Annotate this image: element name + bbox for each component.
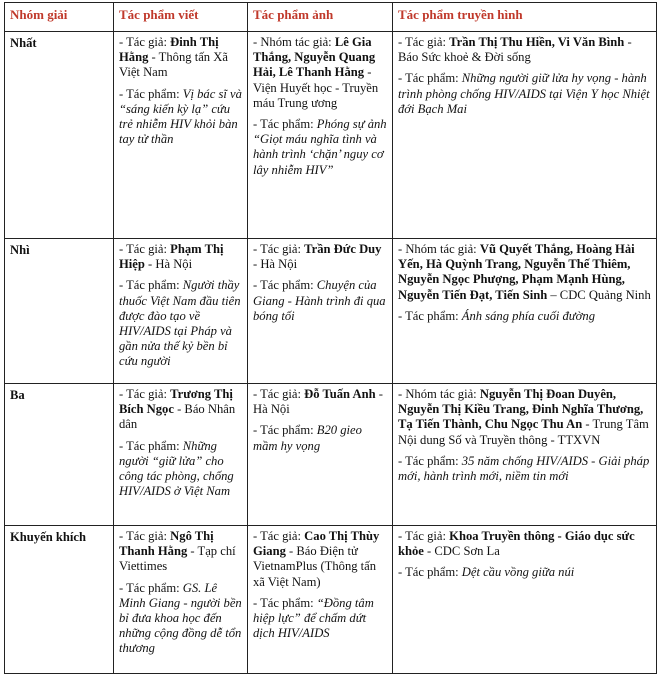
work-title: Phóng sự ảnh “Giọt máu nghĩa tình và hành trình ‘chặn’ nguy cơ lây nhiễm HIV”	[253, 117, 387, 177]
header-tv: Tác phẩm truyền hình	[393, 3, 657, 32]
author-name: Nguyễn Thị Đoan Duyên, Nguyễn Thị Kiều Trang, Đinh Nghĩa Thương, Tạ Tiến Thành, Chu Ngọc Thu An	[398, 387, 644, 432]
author-name: Trần Đức Duy	[304, 242, 382, 256]
author-affiliation: - Hà Nội	[253, 387, 383, 417]
cell-written	[114, 32, 248, 239]
author-entry	[119, 387, 242, 433]
header-written: Tác phẩm viết	[114, 3, 248, 32]
author-affiliation: - Hà Nội	[144, 257, 193, 272]
author-affiliation: - CDC Sơn La	[423, 544, 500, 559]
table-row	[5, 526, 657, 674]
entry-prefix: - Tác phẩm:	[253, 595, 317, 610]
cell-tv	[393, 239, 657, 384]
entry-prefix: - Tác phẩm:	[398, 565, 462, 580]
author-name: Phạm Thị Hiệp	[119, 242, 224, 272]
awards-table	[4, 2, 657, 674]
award-group: Nhất	[5, 32, 114, 239]
work-title: GS. Lê Minh Giang - người bền bỉ đưa khoa học đến những cộng đồng dễ tổn thương	[119, 580, 242, 656]
work-title: Những người giữ lửa hy vọng - hành trình phòng chống HIV/AIDS tại Viện Y học Nhiệt đới Bạch Mai	[398, 71, 650, 116]
work-title: Những người “giữ lửa” cho công tác phòng, chống HIV/AIDS ở Việt Nam	[119, 438, 234, 499]
entry-prefix: - Tác phẩm:	[119, 438, 183, 453]
award-group: Ba	[5, 384, 114, 526]
work-title: “Đồng tâm hiệp lực” để chấm dứt dịch HIV/AIDS	[253, 595, 374, 641]
entry-prefix: - Tác phẩm:	[253, 117, 317, 132]
author-affiliation: - Tạp chí Viettimes	[119, 544, 236, 574]
work-title: B20 gieo mầm hy vọng	[253, 423, 362, 453]
author-affiliation: - Báo Nhân dân	[119, 402, 236, 432]
entry-prefix: - Tác giả:	[253, 387, 305, 401]
work-entry	[253, 278, 387, 324]
cell-tv	[393, 32, 657, 239]
work-title: Vị bác sĩ và “sáng kiến kỳ lạ” cứu trẻ nhiễm HIV khỏi bàn tay tử thần	[119, 86, 242, 147]
cell-photo	[248, 32, 393, 239]
author-affiliation: - Viện Huyết học - Truyền máu Trung ương	[253, 65, 379, 110]
author-entry	[398, 35, 651, 65]
entry-prefix: - Tác phẩm:	[398, 71, 462, 86]
cell-photo	[248, 239, 393, 384]
author-name: Ngô Thị Thanh Hằng	[119, 529, 214, 559]
entry-prefix: - Tác phẩm:	[398, 453, 462, 468]
author-name: Đỗ Tuấn Anh	[304, 387, 376, 401]
author-name: Đinh Thị Hằng	[119, 35, 219, 65]
cell-tv	[393, 384, 657, 526]
header-group: Nhóm giải	[5, 3, 114, 32]
author-name: Cao Thị Thùy Giang	[253, 529, 380, 559]
entry-prefix: - Tác giả:	[253, 529, 305, 543]
cell-photo	[248, 384, 393, 526]
author-affiliation: - Hà Nội	[253, 257, 298, 272]
work-entry	[253, 117, 387, 178]
entry-prefix: - Tác giả:	[119, 35, 171, 49]
entry-prefix: - Tác giả:	[253, 242, 305, 256]
author-entry	[253, 387, 387, 417]
work-title: Chuyện của Giang - Hành trình đi qua bóng tối	[253, 278, 386, 323]
table-row	[5, 32, 657, 239]
entry-prefix: - Tác giả:	[119, 529, 171, 543]
work-entry	[119, 439, 242, 500]
entry-prefix: - Tác phẩm:	[253, 278, 317, 293]
table-row	[5, 384, 657, 526]
work-entry	[119, 581, 242, 657]
work-entry	[253, 596, 387, 642]
entry-prefix: - Tác giả:	[398, 35, 450, 49]
cell-written	[114, 384, 248, 526]
cell-photo	[248, 526, 393, 674]
entry-prefix: - Tác giả:	[398, 529, 450, 543]
work-title: Ánh sáng phía cuối đường	[461, 308, 595, 323]
author-entry	[398, 242, 651, 303]
author-entry	[398, 387, 651, 448]
author-entry	[253, 242, 387, 272]
author-name: Vũ Quyết Thắng, Hoàng Hải Yến, Hà Quỳnh Trang, Nguyễn Thế Thiêm, Nguyễn Ngọc Phượng, Phạm Mạnh Hùng, Nguyễn Tiến Đạt, Tiến Sinh	[398, 242, 635, 302]
entry-prefix: - Tác phẩm:	[398, 308, 462, 323]
work-entry	[119, 278, 242, 369]
work-entry	[398, 309, 651, 324]
author-name: Trương Thị Bích Ngọc	[119, 387, 233, 417]
entry-prefix: - Tác giả:	[119, 387, 171, 401]
author-affiliation: - Báo Sức khoẻ & Đời sống	[398, 35, 632, 65]
work-title: Dệt cầu vồng giữa núi	[461, 565, 575, 580]
cell-written	[114, 239, 248, 384]
entry-prefix: - Tác phẩm:	[119, 86, 183, 101]
author-name: Lê Gia Thắng, Nguyễn Quang Hải, Lê Thanh Hằng	[253, 35, 376, 80]
author-affiliation: - Trung Tâm Nội dung Số và Truyền thông - TTXVN	[398, 417, 649, 447]
author-entry	[253, 529, 387, 590]
author-affiliation: - Báo Điện tử VietnamPlus (Thông tấn xã Việt Nam)	[253, 544, 377, 589]
author-entry	[119, 242, 242, 272]
author-affiliation: - Thông tấn Xã Việt Nam	[119, 50, 228, 80]
entry-prefix: - Nhóm tác giả:	[398, 387, 480, 401]
author-entry	[253, 35, 387, 111]
work-entry	[398, 454, 651, 484]
entry-prefix: - Tác phẩm:	[119, 580, 183, 595]
work-entry	[119, 87, 242, 148]
author-entry	[398, 529, 651, 559]
entry-prefix: - Tác phẩm:	[119, 278, 183, 293]
author-name: Trần Thị Thu Hiền, Vi Văn Bình	[449, 35, 625, 49]
author-entry	[119, 35, 242, 81]
work-entry	[398, 71, 651, 117]
author-affiliation: – CDC Quảng Ninh	[547, 287, 651, 302]
award-group: Khuyến khích	[5, 526, 114, 674]
work-entry	[398, 565, 651, 580]
author-entry	[119, 529, 242, 575]
header-row	[5, 3, 657, 32]
entry-prefix: - Nhóm tác giả:	[398, 242, 480, 256]
entry-prefix: - Tác phẩm:	[253, 423, 317, 438]
work-title: 35 năm chống HIV/AIDS - Giải pháp mới, hành trình mới, niềm tin mới	[398, 453, 650, 484]
author-name: Khoa Truyền thông - Giáo dục sức khỏe	[398, 529, 635, 559]
work-entry	[253, 423, 387, 453]
table-row	[5, 239, 657, 384]
entry-prefix: - Tác giả:	[119, 242, 171, 256]
entry-prefix: - Nhóm tác giả:	[253, 35, 335, 49]
cell-written	[114, 526, 248, 674]
award-group: Nhì	[5, 239, 114, 384]
cell-tv	[393, 526, 657, 674]
header-photo: Tác phẩm ảnh	[248, 3, 393, 32]
work-title: Người thầy thuốc Việt Nam đầu tiên được đào tạo về HIV/AIDS tại Pháp và gần nửa thế kỷ bền bỉ cứu người	[119, 278, 241, 369]
